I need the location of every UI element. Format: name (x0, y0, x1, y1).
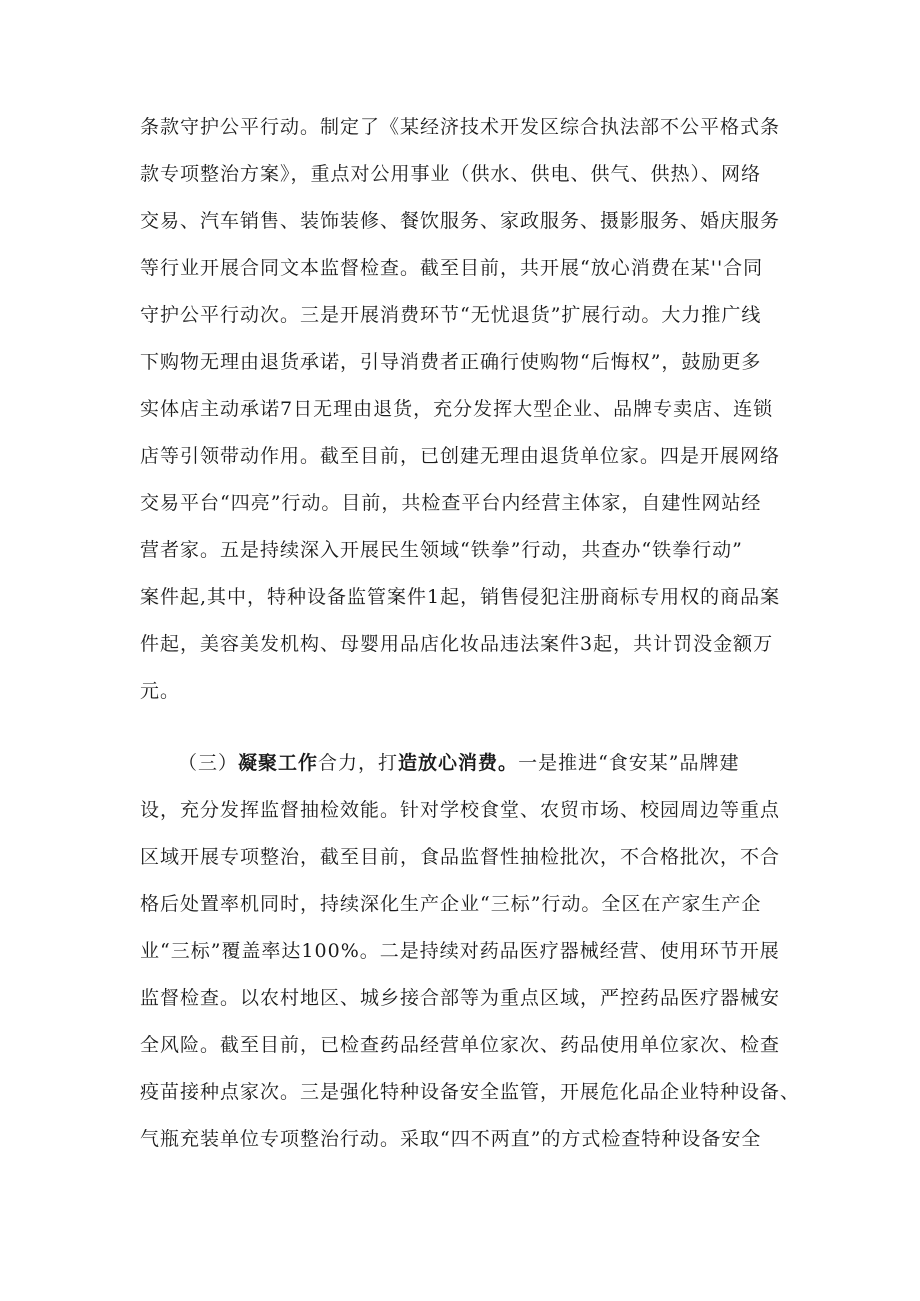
text-line: 元。 (140, 680, 181, 702)
heading-bold-part: 造放心消费。 (398, 752, 519, 774)
paragraph-consumer-protection (140, 104, 800, 715)
section-number: （三） (178, 752, 239, 774)
text-line: 实体店主动承诺7日无理由退货，充分发挥大型企业、品牌专卖店、连锁 (140, 398, 774, 420)
text-line: 疫苗接种点家次。三是强化特种设备安全监管，开展危化品企业特种设备、 (140, 1081, 801, 1103)
text-line: 气瓶充装单位专项整治行动。采取“四不两直”的方式检查特种设备安全 (140, 1128, 762, 1150)
text-line: 店等引领带动作用。截至目前，已创建无理由退货单位家。四是开展网络 (140, 445, 781, 467)
text-line: 案件起,其中，特种设备监管案件1起，销售侵犯注册商标专用权的商品案 (140, 586, 781, 608)
text-line: 区域开展专项整治，截至目前，食品监督性抽检批次，不合格批次，不合 (140, 846, 781, 868)
text-line: 全风险。截至目前，已检查药品经营单位家次、药品使用单位家次、检查 (140, 1034, 781, 1056)
paragraph-safe-consumption (140, 740, 800, 1163)
text-line: 下购物无理由退货承诺，引导消费者正确行使购物“后悔权”，鼓励更多 (140, 351, 762, 373)
text-line: 营者家。五是持续深入开展民生领域“铁拳”行动，共查办“铁拳行动” (140, 539, 743, 561)
text-line: 守护公平行动次。三是开展消费环节“无忧退货”扩展行动。大力推广线 (140, 304, 762, 326)
section-heading-line (140, 740, 800, 787)
heading-normal-part: 合力，打 (318, 752, 399, 774)
text-line: 设，充分发挥监督抽检效能。针对学校食堂、农贸市场、校园周边等重点 (140, 799, 781, 821)
text-line: 件起，美容美发机构、母婴用品店化妆品违法案件3起，共计罚没金额万 (140, 633, 774, 655)
text-line: 条款守护公平行动。制定了《某经济技术开发区综合执法部不公平格式条 (140, 116, 781, 138)
text-line: 业“三标”覆盖率达100%。二是持续对药品医疗器械经营、使用环节开展 (140, 940, 780, 962)
text-line: 款专项整治方案》，重点对公用事业（供水、供电、供气、供热）、网络 (140, 163, 762, 185)
text-line: 等行业开展合同文本监督检查。截至目前，共开展“放心消费在某''合同 (140, 257, 764, 279)
heading-bold-part: 凝聚工作 (238, 752, 319, 774)
text-line: 交易、汽车销售、装饰装修、餐饮服务、家政服务、摄影服务、婚庆服务 (140, 210, 781, 232)
text-line: 监督检查。以农村地区、城乡接合部等为重点区域，严控药品医疗器械安 (140, 987, 781, 1009)
text-line: 格后处置率机同时，持续深化生产企业“三标”行动。全区在产家生产企 (140, 893, 762, 915)
heading-continuation: 一是推进“食安某”品牌建 (518, 752, 740, 774)
text-line: 交易平台“四亮”行动。目前，共检查平台内经营主体家，自建性网站经 (140, 492, 762, 514)
